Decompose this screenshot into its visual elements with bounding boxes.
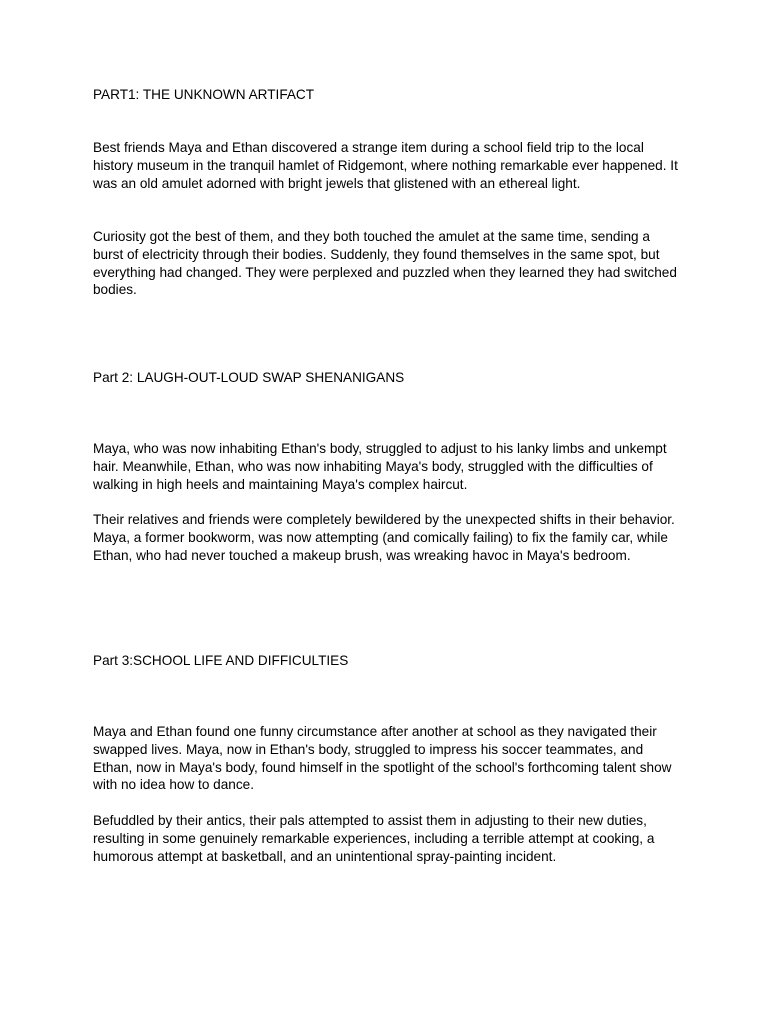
section-heading-part-2: Part 2: LAUGH-OUT-LOUD SWAP SHENANIGANS [93, 370, 405, 385]
paragraph: Maya, who was now inhabiting Ethan's body, struggled to adjust to his lanky limbs and unkempt hair. Meanwhile, Ethan, who was now inhabiting Maya's body, struggled with the difficulties of walking in high heels and maintaining Maya's complex haircut. [93, 441, 667, 492]
paragraph: Their relatives and friends were completely bewildered by the unexpected shifts in their behavior. Maya, a former bookworm, was now attempting (and comically failing) to fix the family car, while Ethan, who had never touched a makeup brush, was wreaking havoc in Maya's bedroom. [93, 512, 675, 563]
section-heading-part-3: Part 3:SCHOOL LIFE AND DIFFICULTIES [93, 653, 349, 668]
paragraph: Best friends Maya and Ethan discovered a strange item during a school field trip to the local history museum in the tranquil hamlet of Ridgemont, where nothing remarkable ever happened. It was an old amulet adorned with bright jewels that glistened with an ethereal light. [93, 140, 678, 191]
paragraph: Befuddled by their antics, their pals attempted to assist them in adjusting to their new duties, resulting in some genuinely remarkable experiences, including a terrible attempt at cooking, a humorous attempt at basketball, and an unintentional spray-painting incident. [93, 813, 655, 864]
section-heading-part-1: PART1: THE UNKNOWN ARTIFACT [93, 87, 315, 102]
paragraph: Curiosity got the best of them, and they both touched the amulet at the same time, sending a burst of electricity through their bodies. Suddenly, they found themselves in the same spot, but everything had changed. They were perplexed and puzzled when they learned they had switched bodies. [93, 229, 677, 298]
paragraph: Maya and Ethan found one funny circumstance after another at school as they navigated their swapped lives. Maya, now in Ethan's body, struggled to impress his soccer teammates, and Ethan, now in Maya's body, found himself in the spotlight of the school's forthcoming talent show with no idea how to dance. [93, 724, 672, 793]
